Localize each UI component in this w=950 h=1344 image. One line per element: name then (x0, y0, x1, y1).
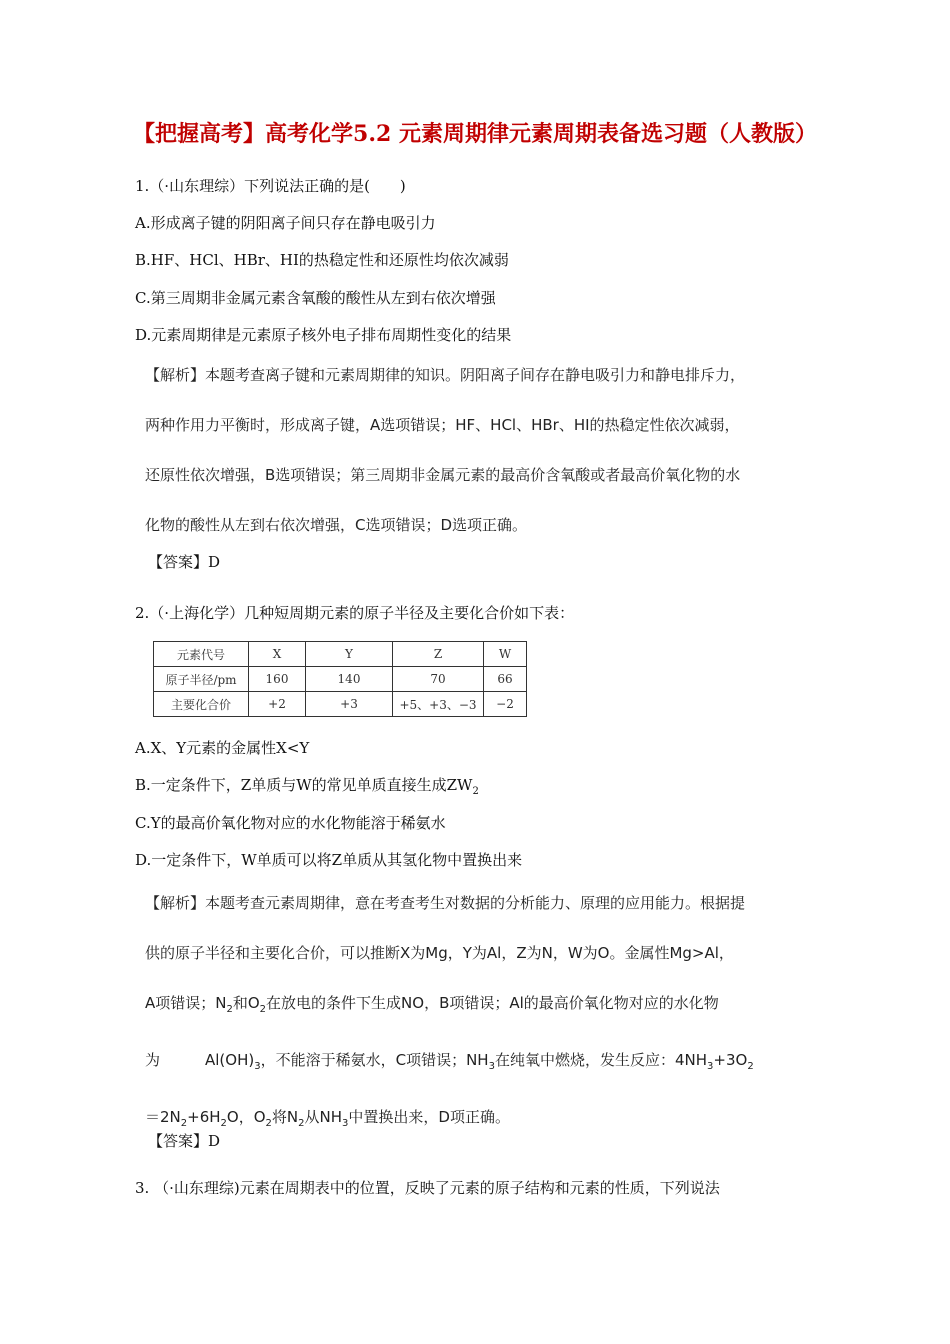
text-run: ，不能溶于稀氨水，C项错误；NH (260, 1051, 489, 1069)
q2-analysis-line (145, 1107, 815, 1134)
q2-analysis-line (145, 1050, 815, 1077)
q1-analysis-line: 【解析】本题考查离子键和元素周期律的知识。阴阳离子间存在静电吸引力和静电排斥力， (145, 366, 746, 384)
table-cell: 元素代号 (154, 642, 249, 667)
text-run: +3O (713, 1051, 748, 1069)
subscript: 3 (488, 1061, 495, 1072)
table-cell: −2 (484, 692, 527, 717)
table-cell: 140 (306, 667, 393, 692)
q1-analysis-line: 两种作用力平衡时，形成离子键，A选项错误；HF、HCl、HBr、HI的热稳定性依次减弱， (145, 416, 740, 434)
text-run: 为 Al(OH) (145, 1051, 255, 1069)
subscript: 3 (342, 1118, 349, 1129)
q2-analysis-line: 供的原子半径和主要化合价，可以推断X为Mg，Y为Al，Z为N，W为O。金属性Mg>Al， (145, 944, 734, 962)
q1-option-c: C.第三周期非金属元素含氧酸的酸性从左到右依次增强 (135, 289, 496, 307)
table-cell: 160 (249, 667, 306, 692)
text-run: O，O (226, 1108, 266, 1126)
text-run: +6H (187, 1108, 221, 1126)
table-cell: 66 (484, 667, 527, 692)
table-cell: 70 (393, 667, 484, 692)
q3-stem: 3. （·山东理综)元素在周期表中的位置，反映了元素的原子结构和元素的性质，下列说法 (135, 1179, 720, 1197)
q1-answer: 【答案】D (148, 553, 221, 571)
q2-option-c: C.Y的最高价氧化物对应的水化物能溶于稀氨水 (135, 814, 446, 832)
text-run: 从NH (304, 1108, 343, 1126)
document-title: 【把握高考】高考化学5.2 元素周期律元素周期表备选习题（人教版） (133, 121, 817, 147)
subscript: 2 (298, 1118, 305, 1129)
table-cell: W (484, 642, 527, 667)
text-run: 在纯氧中燃烧，发生反应：4NH (494, 1051, 708, 1069)
q1-option-b: B.HF、HCl、HBr、HI的热稳定性和还原性均依次减弱 (135, 251, 509, 269)
q2-analysis (145, 893, 815, 1134)
text-run: 将N (271, 1108, 299, 1126)
subscript: 2 (265, 1118, 272, 1129)
text-run: 在放电的条件下生成NO，B项错误；Al的最高价氧化物对应的水化物 (266, 994, 719, 1012)
q2-option-a: A.X、Y元素的金属性X<Y (135, 739, 310, 757)
text-run: 中置换出来，D项正确。 (348, 1108, 510, 1126)
q1-analysis-line: 化物的酸性从左到右依次增强，C选项错误；D选项正确。 (145, 516, 528, 534)
element-table (153, 641, 527, 717)
table-cell: +5、+3、−3 (393, 692, 484, 717)
q1-stem: 1.（·山东理综）下列说法正确的是( ) (135, 177, 406, 195)
table-cell: Z (393, 642, 484, 667)
q2-option-b (135, 775, 479, 802)
table-header-row (154, 642, 527, 667)
q2-option-b-text: B.一定条件下，Z单质与W的常见单质直接生成ZW (135, 776, 473, 794)
q1-analysis (145, 365, 815, 535)
table-cell: Y (306, 642, 393, 667)
table-cell: +2 (249, 692, 306, 717)
q2-answer: 【答案】D (148, 1132, 221, 1150)
subscript: 2 (747, 1061, 754, 1072)
subscript: 2 (220, 1118, 227, 1129)
table-cell: 主要化合价 (154, 692, 249, 717)
subscript: 2 (180, 1118, 188, 1129)
table-row (154, 667, 527, 692)
q2-stem: 2.（·上海化学）几种短周期元素的原子半径及主要化合价如下表： (135, 604, 575, 622)
q2-analysis-line (145, 993, 815, 1020)
subscript: 2 (259, 1004, 267, 1015)
subscript: 2 (226, 1004, 233, 1015)
subscript: 3 (707, 1061, 714, 1072)
text-run: 和O (232, 994, 260, 1012)
q1-option-d: D.元素周期律是元素原子核外电子排布周期性变化的结果 (135, 326, 512, 344)
table-cell: 原子半径/pm (154, 667, 249, 692)
text-run: A项错误；N (145, 994, 227, 1012)
q2-option-d: D.一定条件下，W单质可以将Z单质从其氢化物中置换出来 (135, 851, 523, 869)
table-row (154, 692, 527, 717)
text-run: ＝2N (145, 1108, 181, 1126)
table-cell: +3 (306, 692, 393, 717)
q1-analysis-line: 还原性依次增强，B选项错误；第三周期非金属元素的最高价含氧酸或者最高价氧化物的水 (145, 466, 741, 484)
subscript: 2 (472, 786, 479, 797)
subscript: 3 (254, 1061, 261, 1072)
q1-option-a: A.形成离子键的阴阳离子间只存在静电吸引力 (135, 214, 436, 232)
table-cell: X (249, 642, 306, 667)
q2-analysis-line: 【解析】本题考查元素周期律，意在考查考生对数据的分析能力、原理的应用能力。根据提 (145, 894, 746, 912)
